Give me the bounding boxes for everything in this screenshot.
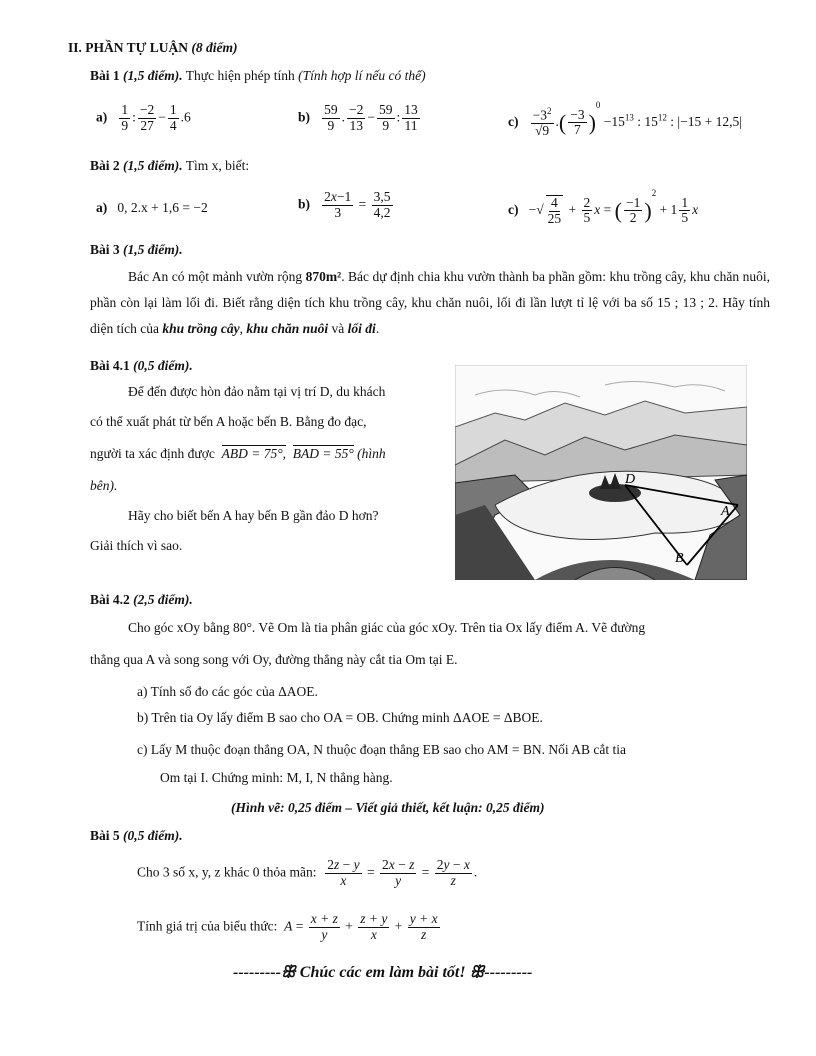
bai42-heading: Bài 4.2 (2,5 điểm). [90,592,193,607]
bai42-c2: Om tại I. Chứng minh: M, I, N thẳng hàng. [160,770,393,785]
bai41-line2: có thể xuất phát từ bến A hoặc bến B. Bằng đo đạc, [90,414,367,429]
label-A: A [721,504,730,519]
bai5-heading: Bài 5 (0,5 điểm). [90,828,183,843]
bai3-body: Bác An có một mảnh vườn rộng 870m². Bác dự định chia khu vườn thành ba phần gồm: khu trồng cây, khu chăn nuôi, phần còn lại làm lối đi. Biết rằng diện tích khu trồng cây, khu chăn nuôi, lối đi lần lượt tỉ lệ với ba số 15 ; 13 ; 2. Hãy tính diện tích của khu trồng cây, khu chăn nuôi và lối đi. [90,269,771,336]
label-D: D [625,472,636,487]
bai2-c: c) −√ $\frac{4}{25}$ + $\frac{2}{5}$ x = ( $\frac{-1}{2}$ )$^2$ + 1 $\frac{1}{5}$ x [508,188,699,226]
bai42-line2: thẳng qua A và song song với Oy, đường thẳng này cắt tia Om tại E. [90,652,458,667]
bai1-b: b) $\frac{59}{9}$ . $\frac{-2}{13}$ − $\frac{59}{9}$ : $\frac{13}{11}$ [298,102,418,133]
label-B: B [675,551,684,566]
bai42-line1: Cho góc xOy bằng 80°. Vẽ Om là tia phân giác của góc xOy. Trên tia Ox lấy điểm A. Vẽ đường [128,620,646,635]
bai5-expression: Tính giá trị của biểu thức: A = $\frac{x + z}{y}$ + $\frac{z + y}{x}$ + $\frac{y + x}{z}$ [137,911,438,942]
bai42-a: a) Tính số đo các góc của ΔAOE. [137,684,318,699]
bai41-question: Hãy cho biết bến A hay bến B gần đảo D hơn? [128,508,379,523]
bai41-line1: Để đến được hòn đảo nằm tại vị trí D, du khách [128,384,386,399]
lake-figure [455,365,747,580]
bai41-heading: Bài 4.1 (0,5 điểm). [90,358,193,373]
bai2-a: a) 0, 2.x + 1,6 = −2 [96,200,208,215]
bai41-line3: người ta xác định được ABD = 75°, BAD = 55° (hình [90,446,386,461]
bai1-c: c) $\frac{-3^2}{√9}$ .( $\frac{-3}{7}$ )$^0 -15^{13}$ : $15^{12}$ : |−15 + 12,5| [508,100,742,139]
bai2-heading: Bài 2 (1,5 điểm). Tìm x, biết: [90,158,250,173]
bai2-b: b) $\frac{2x-1}{3}$ = $\frac{3,5}{4,2}$ [298,189,391,220]
bai3-heading: Bài 3 (1,5 điểm). [90,242,183,257]
bai1-heading: Bài 1 (1,5 điểm). Thực hiện phép tính (Tính hợp lí nếu có thể) [90,68,426,83]
bai5-condition: Cho 3 số x, y, z khác 0 thỏa mãn: $\frac{2z - y}{x}$ = $\frac{2x - z}{y}$ = $\frac{2y - x}{z}$ . [137,857,478,888]
bai1-a: a) $\frac{1}{9}$ : $\frac{-2}{27}$ − $\frac{1}{4}$ .6 [96,102,191,133]
bai42-note: (Hình vẽ: 0,25 điểm – Viết giả thiết, kết luận: 0,25 điểm) [231,800,545,815]
bai42-c1: c) Lấy M thuộc đoạn thẳng OA, N thuộc đoạn thẳng EB sao cho AM = BN. Nối AB cắt tia [137,742,627,757]
bai42-b: b) Trên tia Oy lấy điểm B sao cho OA = OB. Chứng minh ΔAOE = ΔBOE. [137,710,543,725]
bai41-ben: bên). [90,478,118,493]
bai41-question-2: Giải thích vì sao. [90,538,183,553]
footer-greeting: ---------ꕥ Chúc các em làm bài tốt! ꕥ--------- [233,964,533,981]
section-heading: II. PHẦN TỰ LUẬN (8 điểm) [68,40,238,55]
